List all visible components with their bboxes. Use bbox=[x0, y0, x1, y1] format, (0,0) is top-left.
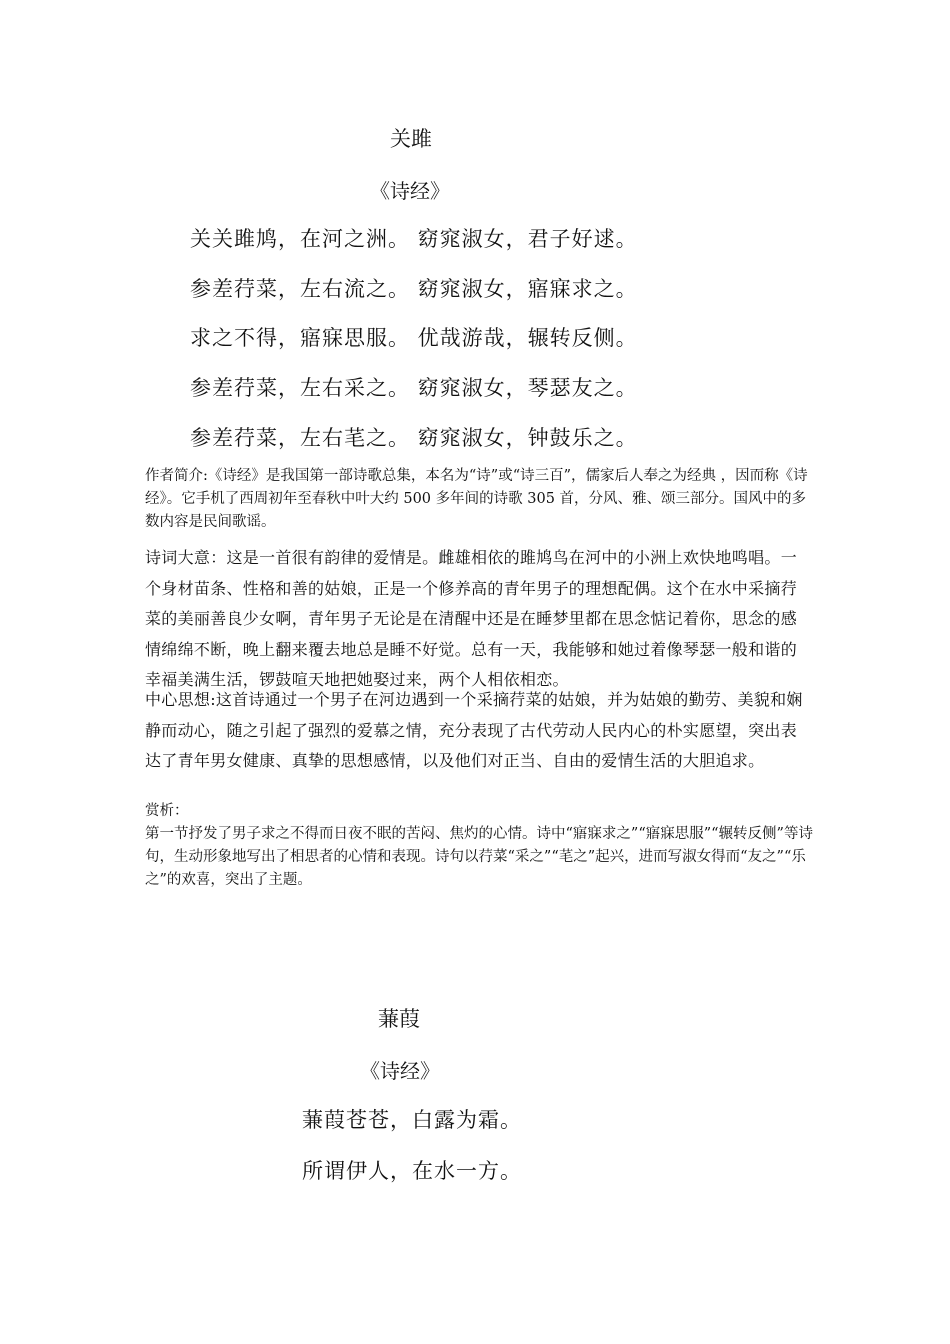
central-thought: 中心思想:这首诗通过一个男子在河边遇到一个采摘荇菜的姑娘，并为姑娘的勤劳、美貌和娴静而动心，随之引起了强烈的爱慕之情，充分表现了古代劳动人民内心的朴实愿望，突出表达了青年男女健康、真挚的思想感情，以及他们对正当、自由的爱情生活的大胆追求。 bbox=[145, 690, 803, 770]
main-idea: 诗词大意：这是一首很有韵律的爱情是。雌雄相依的雎鸠鸟在河中的小洲上欢快地鸣唱。一个身材苗条、性格和善的姑娘，正是一个修养高的青年男子的理想配偶。这个在水中采摘荇菜的美丽善良少女啊，青年男子无论是在清醒中还是在睡梦里都在思念惦记着你，思念的感情绵绵不断，晚上翻来覆去地总是睡不好觉。总有一天，我能够和她过着像琴瑟一般和谐的幸福美满生活，锣鼓喧天地把她娶过来，两个人相依相恋。 bbox=[145, 548, 798, 689]
poem-title: 关雎 bbox=[390, 127, 432, 151]
poem-line: 参差荇菜，左右芼之。 窈窕淑女，钟鼓乐之。 bbox=[190, 426, 638, 450]
poem-line: 蒹葭苍苍，白露为霜。 bbox=[302, 1108, 522, 1132]
poem-source: 《诗经》 bbox=[360, 1059, 440, 1083]
poem-title: 蒹葭 bbox=[378, 1007, 420, 1031]
poem-line: 参差荇菜，左右采之。 窈窕淑女，琴瑟友之。 bbox=[190, 376, 638, 400]
appreciation: 第一节抒发了男子求之不得而日夜不眠的苦闷、焦灼的心情。诗中“寤寐求之”“寤寐思服”“辗转反侧”等诗句，生动形象地写出了相思者的心情和表现。诗句以荇菜“采之”“芼之”起兴，进而写淑女得而“友之”“乐之”的欢喜，突出了主题。 bbox=[145, 826, 813, 888]
poem-line: 关关雎鸠，在河之洲。 窈窕淑女，君子好逑。 bbox=[190, 227, 638, 251]
poem-line: 所谓伊人，在水一方。 bbox=[302, 1159, 522, 1183]
poem-line: 求之不得，寤寐思服。 优哉游哉，辗转反侧。 bbox=[190, 326, 638, 350]
poem-line: 参差荇菜，左右流之。 窈窕淑女，寤寐求之。 bbox=[190, 277, 638, 301]
author-intro: 作者简介:《诗经》是我国第一部诗歌总集，本名为“诗”或“诗三百”，儒家后人奉之为经典 ，因而称《诗经》。它手机了西周初年至春秋中叶大约 500 多年间的诗歌 305 首，分风、雅、颂三部分。国风中的多数内容是民间歌谣。 bbox=[145, 468, 808, 530]
appreciation-label: 赏析： bbox=[145, 803, 189, 819]
poem-source: 《诗经》 bbox=[370, 179, 450, 203]
